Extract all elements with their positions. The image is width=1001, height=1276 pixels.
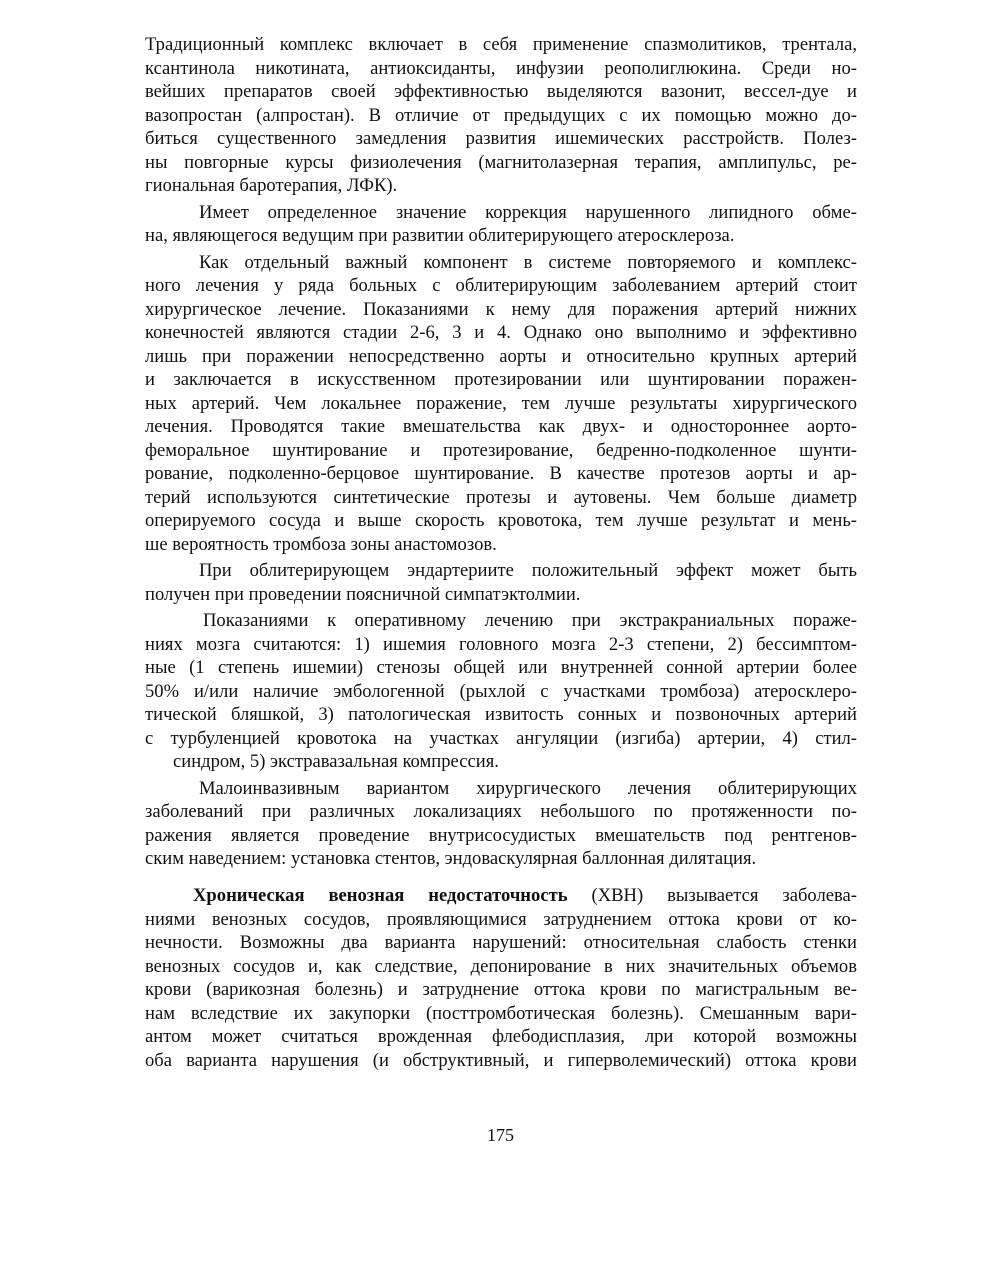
text-line: конечностей являются стадии 2-6, 3 и 4. Однако оно выполнимо и эффективно — [145, 322, 857, 343]
text-line: Имеет определенное значение коррекция нарушенного липидного обме- — [199, 201, 857, 223]
text-line: терий используются синтетические протезы и аутовены. Чем больше диаметр — [145, 486, 857, 508]
text-line: биться существенного замедления развития ишемических расстройств. Полез- — [145, 128, 857, 149]
section-first-line — [145, 884, 857, 908]
text-line: рование, подколенно-берцовое шунтирование. В качестве протезов аорты и ар- — [145, 463, 857, 484]
text-line: ного лечения у ряда больных с облитерирующим заболеванием артерий стоит — [145, 275, 857, 296]
text-line: Малоинвазивным вариантом хирургического лечения облитерирующих — [199, 777, 857, 799]
text-line: ны повгорные курсы физиолечения (магнитолазерная терапия, амплипульс, ре- — [145, 151, 857, 173]
paragraph-extracranial-indications — [145, 609, 857, 774]
text-line: получен при проведении поясничной симпатэктолмии. — [145, 583, 581, 605]
text-line: вейших препаратов своей эффективностью выделяются вазонит, вессел-дуе и — [145, 81, 857, 102]
text-line: и заключается в искусственном протезировании или шунтировании поражен- — [145, 369, 857, 390]
text-line: синдром, 5) экстравазальная компрессия. — [173, 751, 499, 772]
text-line: оперируемого сосуда и выше скорость кровотока, тем лучше результат и мень- — [145, 510, 857, 531]
section-heading: Хроническая венозная недостаточность — [193, 885, 568, 906]
text-line: тической бляшкой, 3) патологическая извитость сонных и позвоночных артерий — [145, 704, 857, 725]
section-heading-rest: (ХВН) вызывается заболева- — [567, 885, 857, 906]
text-line: крови (варикозная болезнь) и затруднение оттока крови по магистральным ве- — [145, 979, 857, 1000]
text-line: венозных сосудов и, как следствие, депонирование в них значительных объемов — [145, 955, 857, 977]
text-line: ниях мозга считаются: 1) ишемия головного мозга 2-3 степени, 2) бессимптом- — [145, 633, 857, 655]
text-line: Как отдельный важный компонент в системе повторяемого и комплекс- — [199, 251, 857, 273]
paragraph-minimally-invasive — [145, 777, 857, 871]
text-line: оба варианта нарушения (и обструктивный, и гиперволемический) оттока крови — [145, 1049, 857, 1071]
text-line: ше вероятность тромбоза зоны анастомозов. — [145, 533, 497, 555]
text-line: заболеваний при различных локализациях небольшого по протяженности по- — [145, 801, 857, 822]
text-line: ксантинола никотината, антиоксиданты, инфузии реополиглюкина. Среди но- — [145, 57, 857, 79]
paragraph-treatment-complex — [145, 33, 857, 198]
text-line: хирургическое лечение. Показаниями к нему для поражения артерий нижних — [145, 298, 857, 320]
text-line: ных артерий. Чем локальнее поражение, тем лучше результаты хирургического — [145, 392, 857, 414]
paragraph-surgical-treatment — [145, 251, 857, 557]
text-line: ским наведением: установка стентов, эндоваскулярная баллонная дилятация. — [145, 848, 757, 869]
text-line: ражения является проведение внутрисосудистых вмешательств под рентгенов- — [145, 824, 857, 846]
paragraph-endarteritis — [145, 559, 857, 606]
text-line: При облитерирующем эндартериите положительный эффект может быть — [199, 560, 857, 581]
text-line: лечения. Проводятся такие вмешательства как двух- и одностороннее аорто- — [145, 416, 857, 437]
text-line: вазопростан (алпростан). В отличие от предыдущих с их помощью можно до- — [145, 104, 857, 126]
text-line: Показаниями к оперативному лечению при экстракраниальных пораже- — [203, 610, 857, 631]
text-line: ные (1 степень ишемии) стенозы общей или внутренней сонной артерии более — [145, 657, 857, 678]
text-line: на, являющегося ведущим при развитии облитерирующего атеросклероза. — [145, 225, 735, 246]
section-venous-insufficiency — [145, 884, 857, 1072]
text-line: гиональная баротерапия, ЛФК). — [145, 175, 398, 196]
paragraph-lipid-correction — [145, 201, 857, 248]
text-line: антом может считаться врожденная флебодисплазия, лри которой возможны — [145, 1026, 857, 1047]
text-line: ниями венозных сосудов, проявляющимися затруднением оттока крови от ко- — [145, 908, 857, 930]
text-line: лишь при поражении непосредственно аорты и относительно крупных артерий — [145, 345, 857, 367]
text-line: 50% и/или наличие эмбологенной (рыхлой с участками тромбоза) атеросклеро- — [145, 680, 857, 702]
text-line: Традиционный комплекс включает в себя применение спазмолитиков, трентала, — [145, 34, 857, 55]
body-text-upper — [145, 33, 857, 871]
text-line: нечности. Возможны два варианта нарушений: относительная слабость стенки — [145, 932, 857, 953]
text-line: с турбуленцией кровотока на участках ангуляции (изгиба) артерии, 4) стил- — [145, 727, 857, 749]
page-number: 175 — [487, 1125, 514, 1145]
text-line: нам вследствие их закупорки (посттромботическая болезнь). Смешанным вари- — [145, 1002, 857, 1024]
text-line: феморальное шунтирование и протезирование, бедренно-подколенное шунти- — [145, 439, 857, 461]
